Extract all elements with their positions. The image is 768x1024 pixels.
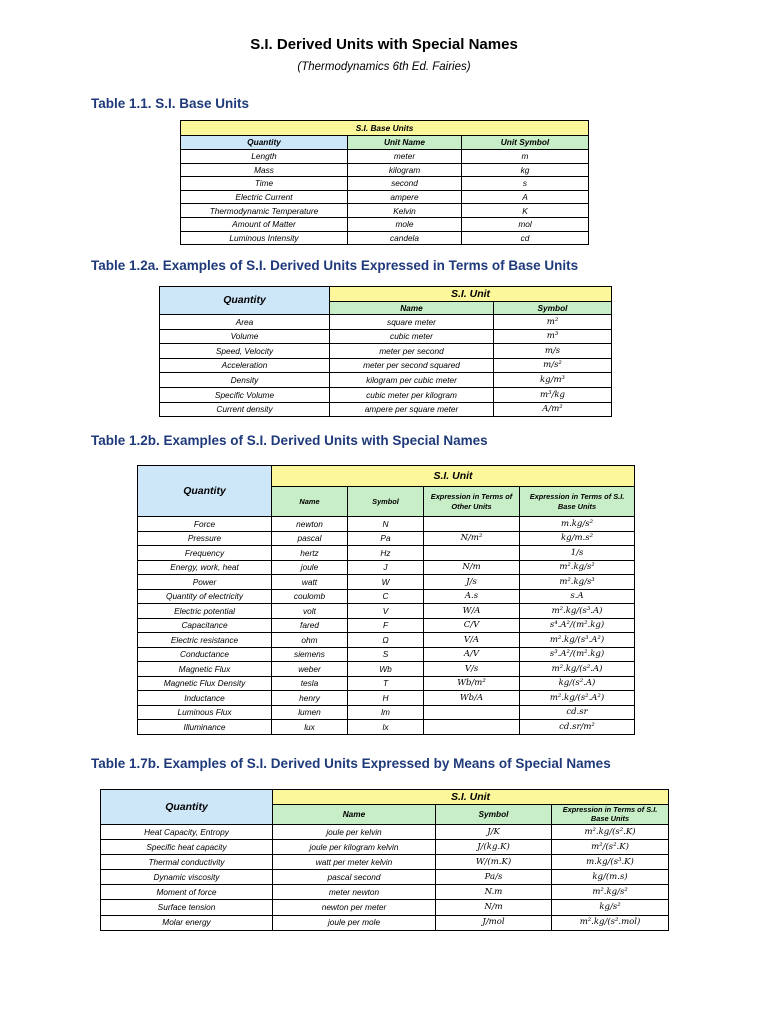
table-1-7b-row xyxy=(101,825,669,840)
table-1-2a-header-symbol: Symbol xyxy=(494,302,612,315)
table-1-7b-cell: Pa/s xyxy=(436,870,552,885)
table-1-2b-row xyxy=(138,604,635,619)
table-1-2b-cell: lm xyxy=(348,705,424,720)
table-1-2b-cell: weber xyxy=(272,662,348,677)
table-1-2b-cell: m².kg/s³ xyxy=(520,575,635,590)
table-1-7b-cell: Molar energy xyxy=(101,915,273,930)
table-1-1-cell: meter xyxy=(348,150,462,164)
table-1-1-cell: candela xyxy=(348,231,462,245)
table-1-2a-row xyxy=(160,402,612,417)
table-1-7b-cell: watt per meter kelvin xyxy=(273,855,436,870)
table-1-2a-group-header: S.I. Unit xyxy=(330,287,612,302)
table-1-2b-row xyxy=(138,575,635,590)
table-1-2b-cell: Conductance xyxy=(138,647,272,662)
table-1-2a xyxy=(159,286,612,417)
table-1-2a-cell: A/m² xyxy=(494,402,612,417)
table-1-2b-cell: m².kg/(s³.A) xyxy=(520,604,635,619)
table-1-2b-cell: C xyxy=(348,589,424,604)
table-1-7b-cell: J/mol xyxy=(436,915,552,930)
table-1-1-row xyxy=(181,204,589,218)
table-1-1-cell: Length xyxy=(181,150,348,164)
table-1-2b-row xyxy=(138,647,635,662)
page-subtitle: (Thermodynamics 6th Ed. Fairies) xyxy=(297,61,471,73)
table-1-2a-cell: m/s xyxy=(494,344,612,359)
table-1-2a-cell: Specific Volume xyxy=(160,387,330,402)
table-1-2b-cell: Capacitance xyxy=(138,618,272,633)
table-1-7b-cell: m.kg/(s³.K) xyxy=(552,855,669,870)
table-1-2b-cell: Quantity of electricity xyxy=(138,589,272,604)
table-1-2b-cell: Inductance xyxy=(138,691,272,706)
table-1-1-cell: m xyxy=(462,150,589,164)
table-1-2b-row xyxy=(138,589,635,604)
table-1-2b-cell xyxy=(424,720,520,735)
table-1-7b-cell: newton per meter xyxy=(273,900,436,915)
table-1-2b-cell: volt xyxy=(272,604,348,619)
table-1-2b-cell: S xyxy=(348,647,424,662)
table-1-2a-cell: cubic meter xyxy=(330,329,494,344)
table-1-2b-cell xyxy=(424,517,520,532)
table-1-7b-cell: Heat Capacity, Entropy xyxy=(101,825,273,840)
table-1-2b-header-name: Name xyxy=(272,487,348,517)
table-1-2b-row xyxy=(138,560,635,575)
table-1-1-cell: cd xyxy=(462,231,589,245)
table-1-2b-row xyxy=(138,705,635,720)
table-1-2b-header-base-units: Expression in Terms of S.I. Base Units xyxy=(520,487,635,517)
table-1-2b-row xyxy=(138,676,635,691)
table-1-2b-row xyxy=(138,691,635,706)
table-1-2a-cell: m² xyxy=(494,315,612,330)
table-1-2b-cell: cd.sr/m² xyxy=(520,720,635,735)
table-1-2b-cell: Illuminance xyxy=(138,720,272,735)
table-1-2a-cell: Speed, Velocity xyxy=(160,344,330,359)
table-1-2b-cell: joule xyxy=(272,560,348,575)
table-1-2b-cell: Magnetic Flux Density xyxy=(138,676,272,691)
table-1-1-row xyxy=(181,217,589,231)
table-1-2a-row xyxy=(160,387,612,402)
table-1-2b-cell: A/V xyxy=(424,647,520,662)
table-1-1-cell: Electric Current xyxy=(181,190,348,204)
table-1-1 xyxy=(180,120,589,245)
table-1-7b-header-base-units: Expression in Terms of S.I. Base Units xyxy=(552,805,669,825)
table-1-2b-row xyxy=(138,618,635,633)
table-1-2a-row xyxy=(160,329,612,344)
table-1-2b xyxy=(137,465,635,735)
table-1-7b-cell: Surface tension xyxy=(101,900,273,915)
table-1-7b-cell: Dynamic viscosity xyxy=(101,870,273,885)
table-1-2b-cell: Energy, work, heat xyxy=(138,560,272,575)
table-1-1-row xyxy=(181,163,589,177)
table-1-7b-row xyxy=(101,885,669,900)
table-1-2b-cell: A.s xyxy=(424,589,520,604)
table-1-2b-cell: Electric resistance xyxy=(138,633,272,648)
table-1-2a-cell: kilogram per cubic meter xyxy=(330,373,494,388)
table-1-7b-cell: m²/(s².K) xyxy=(552,840,669,855)
table-1-2b-row xyxy=(138,633,635,648)
table-1-2b-cell: lumen xyxy=(272,705,348,720)
table-1-7b-header-symbol: Symbol xyxy=(436,805,552,825)
table-1-1-header-unit-symbol: Unit Symbol xyxy=(462,136,589,150)
table-1-2b-cell: F xyxy=(348,618,424,633)
table-1-1-cell: K xyxy=(462,204,589,218)
table-1-2a-row xyxy=(160,315,612,330)
table-1-2a-row xyxy=(160,358,612,373)
table-1-2b-cell: coulomb xyxy=(272,589,348,604)
table-1-2b-cell: m².kg/(s³.A²) xyxy=(520,633,635,648)
table-1-1-cell: mol xyxy=(462,217,589,231)
table-1-2a-cell: m³/kg xyxy=(494,387,612,402)
table-1-1-cell: kilogram xyxy=(348,163,462,177)
table-1-2b-cell: watt xyxy=(272,575,348,590)
table-1-2a-row xyxy=(160,373,612,388)
table-1-2a-cell: meter per second squared xyxy=(330,358,494,373)
table-1-2b-cell: J/s xyxy=(424,575,520,590)
table-1-2b-cell: m².kg/s² xyxy=(520,560,635,575)
table-1-2b-cell: lx xyxy=(348,720,424,735)
table-1-2b-header-symbol: Symbol xyxy=(348,487,424,517)
table-1-2a-cell: square meter xyxy=(330,315,494,330)
table-1-7b-header-name: Name xyxy=(273,805,436,825)
table-1-7b-cell: Specific heat capacity xyxy=(101,840,273,855)
table-1-1-cell: Kelvin xyxy=(348,204,462,218)
table-1-7b-cell: W/(m.K) xyxy=(436,855,552,870)
table-1-7b-row xyxy=(101,870,669,885)
table-1-2b-cell: kg/(s².A) xyxy=(520,676,635,691)
table-1-2b-cell: hertz xyxy=(272,546,348,561)
table-1-2b-row xyxy=(138,546,635,561)
table-1-2a-cell: meter per second xyxy=(330,344,494,359)
table-1-2a-cell: kg/m³ xyxy=(494,373,612,388)
table-1-2b-cell: newton xyxy=(272,517,348,532)
table-1-2b-cell: Magnetic Flux xyxy=(138,662,272,677)
table-1-2b-cell: N xyxy=(348,517,424,532)
table-1-2b-cell: s³.A²/(m².kg) xyxy=(520,647,635,662)
table-1-2b-cell: lux xyxy=(272,720,348,735)
table-1-2b-cell: T xyxy=(348,676,424,691)
table-1-1-cell: Mass xyxy=(181,163,348,177)
table-1-2b-cell: Electric potential xyxy=(138,604,272,619)
table-1-2a-cell: m³ xyxy=(494,329,612,344)
table-1-7b-row xyxy=(101,855,669,870)
table-1-1-cell: s xyxy=(462,177,589,191)
table-1-1-row xyxy=(181,150,589,164)
table-1-2a-caption: Table 1.2a. Examples of S.I. Derived Units Expressed in Terms of Base Units xyxy=(91,258,579,273)
table-1-2b-cell: V/s xyxy=(424,662,520,677)
table-1-2a-cell: Density xyxy=(160,373,330,388)
table-1-7b-cell: Thermal conductivity xyxy=(101,855,273,870)
table-1-2b-cell: Pressure xyxy=(138,531,272,546)
table-1-7b-row xyxy=(101,915,669,930)
table-1-1-row xyxy=(181,177,589,191)
table-1-2b-cell: m.kg/s² xyxy=(520,517,635,532)
table-1-1-row xyxy=(181,190,589,204)
table-1-2b-cell: Wb/m² xyxy=(424,676,520,691)
table-1-2b-cell: fared xyxy=(272,618,348,633)
table-1-2a-cell: Current density xyxy=(160,402,330,417)
table-1-2b-row xyxy=(138,720,635,735)
table-1-1-header-quantity: Quantity xyxy=(181,136,348,150)
table-1-1-cell: A xyxy=(462,190,589,204)
table-1-1-banner: S.I. Base Units xyxy=(181,121,589,136)
table-1-2b-cell: V/A xyxy=(424,633,520,648)
table-1-2b-cell: W xyxy=(348,575,424,590)
table-1-2b-cell: C/V xyxy=(424,618,520,633)
table-1-2b-cell: Ω xyxy=(348,633,424,648)
page-title: S.I. Derived Units with Special Names xyxy=(250,36,518,53)
table-1-7b-row xyxy=(101,900,669,915)
table-1-2b-cell: N/m xyxy=(424,560,520,575)
table-1-2b-cell: henry xyxy=(272,691,348,706)
table-1-1-cell: Time xyxy=(181,177,348,191)
table-1-7b-cell: joule per mole xyxy=(273,915,436,930)
table-1-2b-caption: Table 1.2b. Examples of S.I. Derived Units with Special Names xyxy=(91,433,488,448)
table-1-2b-group-header: S.I. Unit xyxy=(272,466,635,487)
table-1-7b-cell: N/m xyxy=(436,900,552,915)
table-1-2b-cell: tesla xyxy=(272,676,348,691)
table-1-2b-row xyxy=(138,662,635,677)
table-1-7b-cell: m².kg/(s².mol) xyxy=(552,915,669,930)
table-1-2b-cell: 1/s xyxy=(520,546,635,561)
table-1-1-cell: Thermodynamic Temperature xyxy=(181,204,348,218)
table-1-2b-cell: Pa xyxy=(348,531,424,546)
table-1-2b-cell xyxy=(424,705,520,720)
table-1-7b-header-quantity: Quantity xyxy=(101,790,273,825)
table-1-2b-header-quantity: Quantity xyxy=(138,466,272,517)
table-1-2b-cell xyxy=(424,546,520,561)
table-1-1-row xyxy=(181,231,589,245)
table-1-7b-cell: m².kg/s² xyxy=(552,885,669,900)
table-1-7b-cell: joule per kelvin xyxy=(273,825,436,840)
table-1-1-cell: Luminous Intensity xyxy=(181,231,348,245)
table-1-2a-header-name: Name xyxy=(330,302,494,315)
table-1-7b-cell: Moment of force xyxy=(101,885,273,900)
table-1-7b-cell: J/(kg.K) xyxy=(436,840,552,855)
table-1-7b-cell: joule per kilogram kelvin xyxy=(273,840,436,855)
table-1-2b-cell: s⁴.A²/(m².kg) xyxy=(520,618,635,633)
table-1-2b-cell: H xyxy=(348,691,424,706)
table-1-2b-cell: s.A xyxy=(520,589,635,604)
table-1-2b-cell: ohm xyxy=(272,633,348,648)
table-1-7b xyxy=(100,789,669,931)
table-1-2a-cell: Volume xyxy=(160,329,330,344)
table-1-2b-cell: siemens xyxy=(272,647,348,662)
table-1-2a-cell: Area xyxy=(160,315,330,330)
table-1-2b-cell: Wb xyxy=(348,662,424,677)
table-1-7b-cell: J/K xyxy=(436,825,552,840)
table-1-2b-cell: cd.sr xyxy=(520,705,635,720)
table-1-7b-cell: meter newton xyxy=(273,885,436,900)
table-1-2b-cell: W/A xyxy=(424,604,520,619)
table-1-2b-cell: pascal xyxy=(272,531,348,546)
table-1-2a-cell: cubic meter per kilogram xyxy=(330,387,494,402)
table-1-2b-cell: kg/m.s² xyxy=(520,531,635,546)
table-1-1-cell: Amount of Matter xyxy=(181,217,348,231)
table-1-7b-group-header: S.I. Unit xyxy=(273,790,669,805)
table-1-7b-row xyxy=(101,840,669,855)
table-1-2b-cell: Luminous Flux xyxy=(138,705,272,720)
table-1-2a-row xyxy=(160,344,612,359)
table-1-1-cell: ampere xyxy=(348,190,462,204)
table-1-2b-cell: Power xyxy=(138,575,272,590)
table-1-2b-cell: m².kg/(s².A) xyxy=(520,662,635,677)
table-1-2b-cell: Hz xyxy=(348,546,424,561)
table-1-1-cell: kg xyxy=(462,163,589,177)
table-1-2b-cell: V xyxy=(348,604,424,619)
table-1-1-cell: mole xyxy=(348,217,462,231)
table-1-2b-cell: m².kg/(s².A²) xyxy=(520,691,635,706)
table-1-2b-cell: Frequency xyxy=(138,546,272,561)
table-1-2b-header-other-units: Expression in Terms of Other Units xyxy=(424,487,520,517)
table-1-2b-row xyxy=(138,531,635,546)
table-1-7b-cell: m².kg/(s².K) xyxy=(552,825,669,840)
table-1-7b-cell: kg/(m.s) xyxy=(552,870,669,885)
table-1-2b-cell: Force xyxy=(138,517,272,532)
table-1-2a-cell: ampere per square meter xyxy=(330,402,494,417)
table-1-2b-cell: J xyxy=(348,560,424,575)
table-1-2a-cell: m/s² xyxy=(494,358,612,373)
table-1-7b-cell: pascal second xyxy=(273,870,436,885)
table-1-7b-cell: N.m xyxy=(436,885,552,900)
table-1-1-header-unit-name: Unit Name xyxy=(348,136,462,150)
table-1-7b-caption: Table 1.7b. Examples of S.I. Derived Units Expressed by Means of Special Names xyxy=(91,756,611,771)
table-1-2b-cell: N/m² xyxy=(424,531,520,546)
table-1-2b-cell: Wb/A xyxy=(424,691,520,706)
table-1-2a-cell: Acceleration xyxy=(160,358,330,373)
table-1-1-cell: second xyxy=(348,177,462,191)
table-1-2b-row xyxy=(138,517,635,532)
table-1-2a-header-quantity: Quantity xyxy=(160,287,330,315)
table-1-7b-cell: kg/s² xyxy=(552,900,669,915)
table-1-1-caption: Table 1.1. S.I. Base Units xyxy=(91,96,250,111)
